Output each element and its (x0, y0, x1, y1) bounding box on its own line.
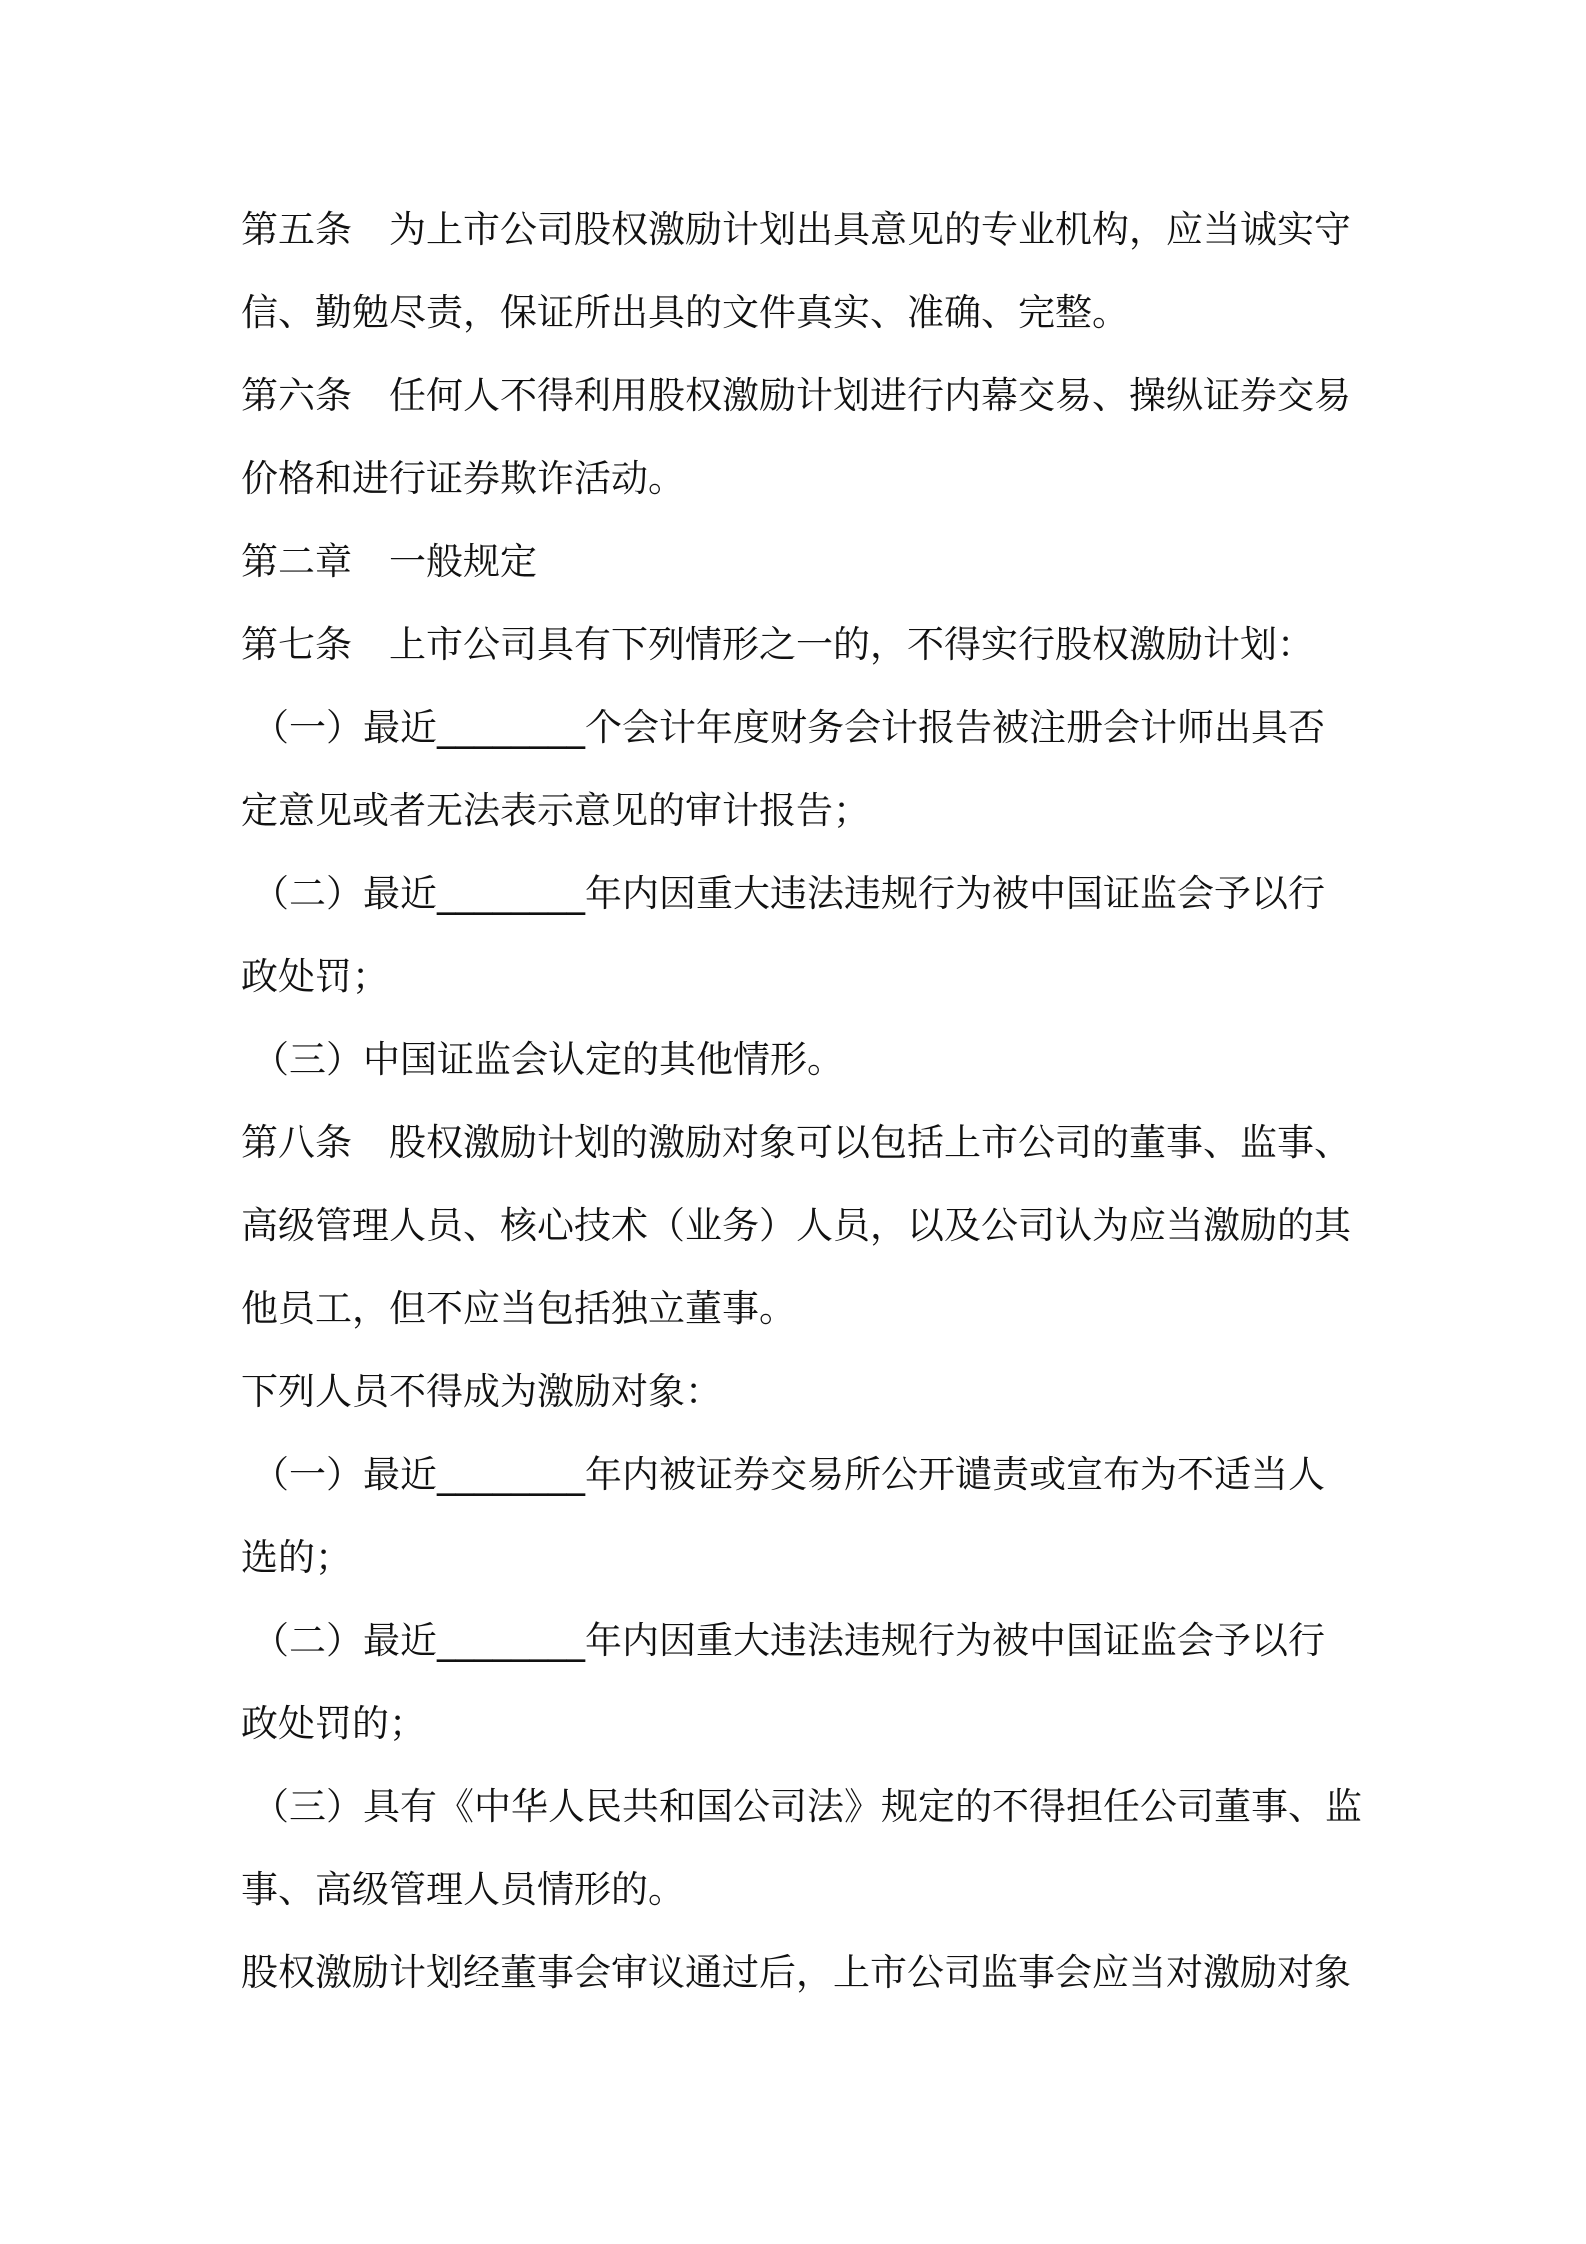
article-5-line-1: 第五条 为上市公司股权激励计划出具意见的专业机构，应当诚实守 (241, 208, 1351, 251)
article-6-line-2: 价格和进行证券欺诈活动。 (241, 457, 685, 500)
article-7-item-2-line-1: （二）最近________年内因重大违法违规行为被中国证监会予以行 (252, 872, 1325, 915)
article-6-line-1: 第六条 任何人不得利用股权激励计划进行内幕交易、操纵证券交易 (241, 374, 1351, 417)
article-8-line-2: 高级管理人员、核心技术（业务）人员，以及公司认为应当激励的其 (241, 1204, 1351, 1247)
exclusion-item-2-line-1: （二）最近________年内因重大违法违规行为被中国证监会予以行 (252, 1619, 1325, 1662)
article-7-item-1-line-2: 定意见或者无法表示意见的审计报告； (241, 789, 870, 832)
article-8-line-1: 第八条 股权激励计划的激励对象可以包括上市公司的董事、监事、 (241, 1121, 1351, 1164)
exclusion-intro: 下列人员不得成为激励对象： (241, 1370, 722, 1413)
exclusion-item-3-line-2: 事、高级管理人员情形的。 (241, 1868, 685, 1911)
board-review-line-1: 股权激励计划经董事会审议通过后，上市公司监事会应当对激励对象 (241, 1951, 1351, 1994)
article-7-item-3: （三）中国证监会认定的其他情形。 (252, 1038, 844, 1081)
exclusion-item-2-line-2: 政处罚的； (241, 1702, 426, 1745)
article-7-line-1: 第七条 上市公司具有下列情形之一的，不得实行股权激励计划： (241, 623, 1314, 666)
article-8-line-3: 他员工，但不应当包括独立董事。 (241, 1287, 796, 1330)
article-5-line-2: 信、勤勉尽责，保证所出具的文件真实、准确、完整。 (241, 291, 1129, 334)
article-7-item-1-line-1: （一）最近________个会计年度财务会计报告被注册会计师出具否 (252, 706, 1325, 749)
exclusion-item-3-line-1: （三）具有《中华人民共和国公司法》规定的不得担任公司董事、监 (252, 1785, 1362, 1828)
article-7-item-2-line-2: 政处罚； (241, 955, 389, 998)
exclusion-item-1-line-1: （一）最近________年内被证券交易所公开谴责或宣布为不适当人 (252, 1453, 1325, 1496)
chapter-2-heading: 第二章 一般规定 (241, 540, 537, 583)
exclusion-item-1-line-2: 选的； (241, 1536, 352, 1579)
